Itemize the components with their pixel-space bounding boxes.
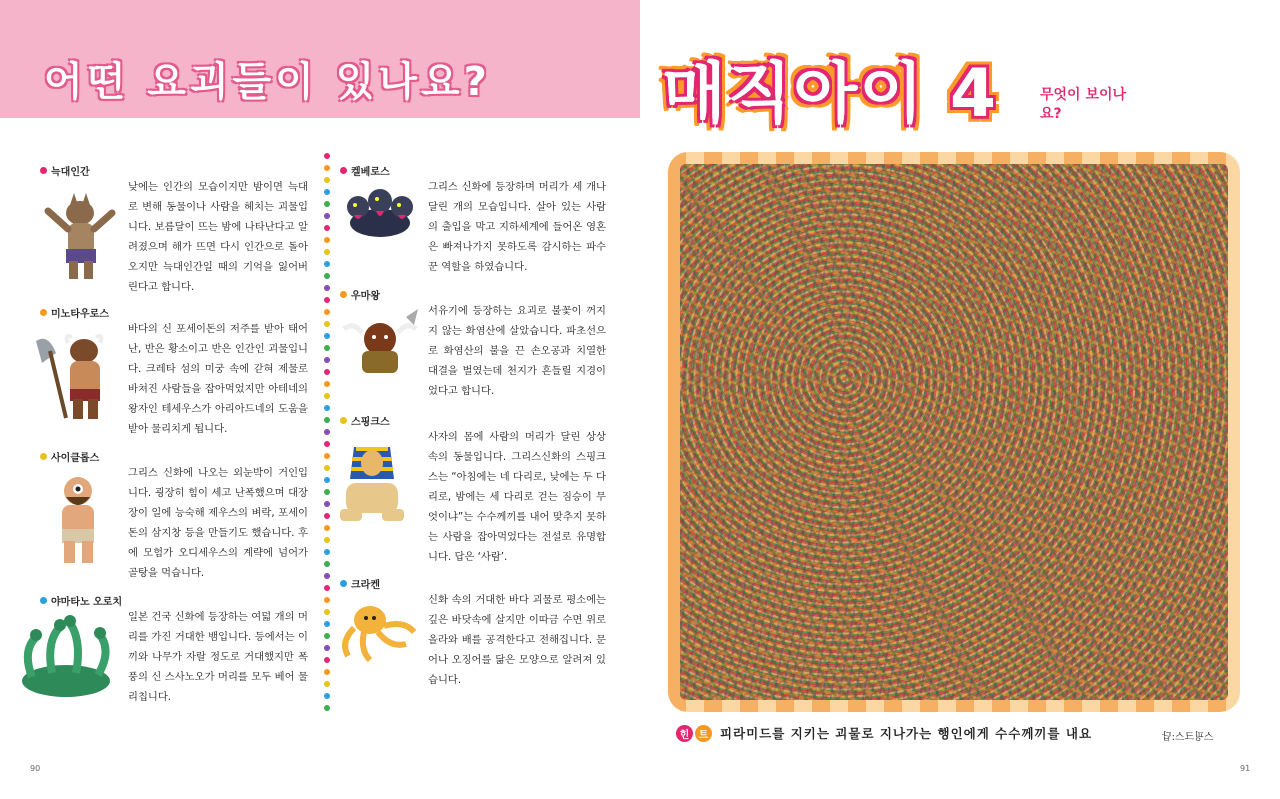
hint-text: 피라미드를 지키는 괴물로 지나가는 행인에게 수수께끼를 내요 [720,726,1093,741]
bullet-dot [340,291,347,298]
entry-kraken [340,576,605,686]
orochi-illustration [12,611,120,703]
entry-name: 미노타우로스 [51,309,109,320]
entry-description: 사자의 몸에 사람의 머리가 달린 상상 속의 동물입니다. 그리스신화의 스핑크스는 “아침에는 네 다리로, 낮에는 두 다리로, 밤에는 세 다리로 걷는 짐승이 무엇이냐”는 수수께끼를 내어 맞추지 못하는 사람을 잡아먹었다는 전설로 유명합니다. 답은 ‘사람’. [428,431,606,563]
entry-werewolf [40,163,310,293]
entry-name: 스핑크스 [351,417,390,428]
entry-description: 그리스 신화에 등장하며 머리가 세 개나 달린 개의 모습입니다. 살아 있는 사람의 출입을 막고 지하세계에 들어온 영혼은 빠져나가지 못하도록 감시하는 파수꾼 역할을 하였습니다. [428,181,606,273]
entry-bull-demon-king [340,287,605,407]
bullet-dot [40,597,47,604]
entry-sphinx [340,413,605,563]
bullet-dot [340,167,347,174]
entry-name: 우마왕 [351,291,380,302]
entry-name: 켈베로스 [351,167,390,178]
right-page-subtitle: 무엇이 보이나요? [1040,87,1127,122]
entry-cerberus [340,163,605,293]
left-page-title: 어떤 요괴들이 있나요? [44,59,491,105]
entry-cyclops [40,449,310,579]
bullet-dot [40,309,47,316]
entry-name: 크라켄 [351,580,380,591]
page-number-right: 91 [1240,764,1251,773]
entry-description: 서유기에 등장하는 요괴로 불꽃이 꺼지지 않는 화염산에 살았습니다. 파초선으로 화염산의 불을 끈 손오공과 치열한 대결을 벌였는데 천지가 흔들릴 지경이었다고 합니다. [428,305,606,397]
hint-badge: 트 [695,725,712,742]
bullet-dot [40,453,47,460]
entry-description: 낮에는 인간의 모습이지만 밤이면 늑대로 변해 동물이나 사람을 헤치는 괴물입니다. 보름달이 뜨는 밤에 나타난다고 알려졌으며 해가 뜨면 다시 인간으로 돌아오지만 늑대인간일 때의 기억을 잃어버린다고 합니다. [128,181,308,293]
column-divider [323,152,331,712]
entry-description: 바다의 신 포세이돈의 저주를 받아 태어난, 반은 황소이고 반은 인간인 괴물입니다. 크레타 섬의 미궁 속에 갇혀 제물로 바쳐진 사람들을 잡아먹었지만 아테네의 왕자인 테세우스가 아리아드네의 도움을 받아 물리치게 됩니다. [128,323,308,435]
magic-eye-stereogram [680,164,1228,700]
bullet-dot [40,167,47,174]
entry-description: 그리스 신화에 나오는 외눈박이 거인입니다. 굉장히 힘이 세고 난폭했으며 대장장이 일에 능숙해 제우스의 벼락, 포세이돈의 삼지창 등을 만들기도 했습니다. 후에 모험가 오디세우스의 계략에 넘어가 골탕을 먹습니다. [128,467,308,579]
bull-demon-king-illustration [340,307,420,383]
upside-down-answer: 스핑크스:답 [1162,732,1214,743]
bullet-dot [340,580,347,587]
hint-badge: 힌 [676,725,693,742]
left-title-banner [0,0,640,118]
right-page-title: 매직아이 4 [662,55,998,132]
entry-name: 늑대인간 [51,167,90,178]
minotaur-illustration [28,323,120,423]
hint-row [676,724,1092,742]
entry-description: 일본 건국 신화에 등장하는 여덟 개의 머리를 가진 거대한 뱀입니다. 등에서는 이끼와 나무가 자랄 정도로 거대했지만 폭풍의 신 스사노오가 머리를 모두 베어 물리칩니다. [128,611,308,703]
entry-minotaur [40,305,310,435]
magic-eye-frame [668,152,1240,712]
entry-name: 야마타노 오로치 [51,597,123,608]
sphinx-illustration [332,439,412,525]
kraken-illustration [334,598,418,668]
entry-name: 사이클롭스 [51,453,100,464]
page-number-left: 90 [30,764,41,773]
bullet-dot [340,417,347,424]
entry-description: 신화 속의 거대한 바다 괴물로 평소에는 깊은 바닷속에 살지만 이따금 수면 위로 올라와 배를 공격한다고 전해집니다. 문어나 오징어를 닮은 모양으로 알려져 있습니다. [428,594,606,686]
cyclops-illustration [40,469,118,569]
werewolf-illustration [40,183,118,283]
cerberus-illustration [340,183,420,243]
entry-orochi [40,593,310,713]
